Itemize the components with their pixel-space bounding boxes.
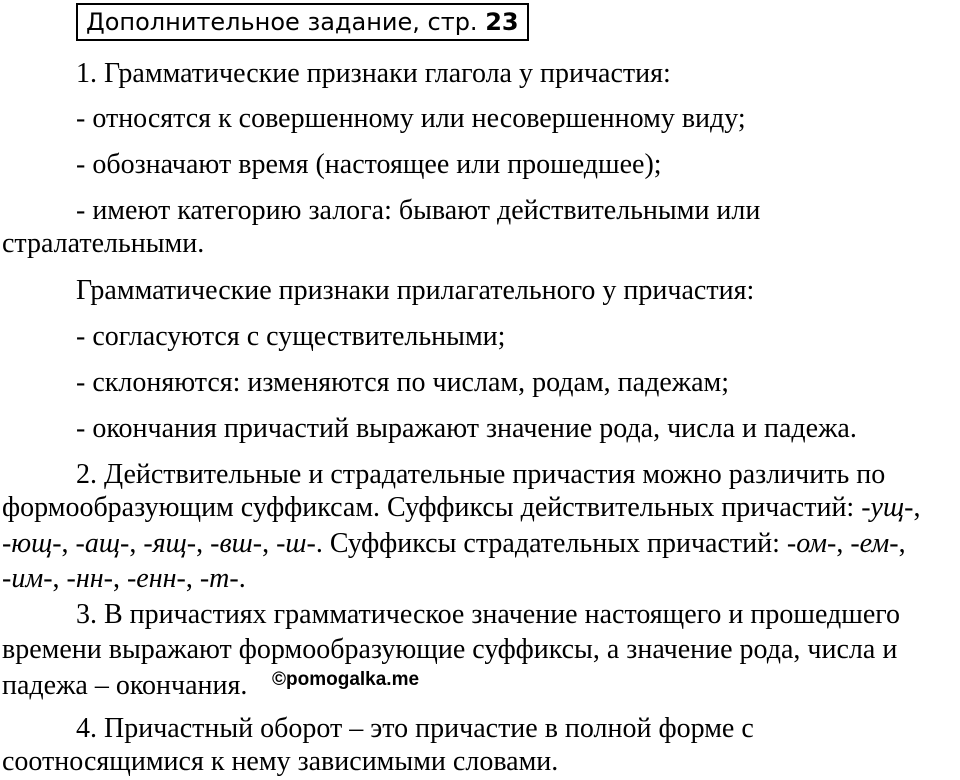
- s4-line-1: 4. Причастный оборот – это причастие в полной форме с: [76, 713, 754, 744]
- s1-line-4: - имеют категорию залога: бывают действительными или: [76, 195, 761, 226]
- heading-title: Дополнительное задание, стр.: [86, 8, 478, 36]
- s1-line-3: - обозначают время (настоящее или прошедшее);: [76, 149, 662, 180]
- s1-line-6: Грамматические признаки прилагательного у причастия:: [76, 275, 755, 306]
- s1-line-1: 1. Грамматические признаки глагола у причастия:: [76, 58, 671, 89]
- suffix-em: -ем-: [850, 528, 899, 559]
- s4-line-2: соотносящимися к нему зависимыми словами.: [2, 746, 559, 777]
- suffix-enn: -енн-: [126, 563, 186, 594]
- suffix-vsh: -вш-: [210, 528, 263, 559]
- s3-line-1: 3. В причастиях грамматическое значение настоящего и прошедшего: [76, 599, 901, 630]
- suffix-yashch: -ящ-: [143, 528, 197, 559]
- s2-line-1: 2. Действительные и страдательные причастия можно различить по: [76, 459, 886, 490]
- suffix-im: -им-: [2, 563, 53, 594]
- suffix-yushch: -ющ-: [2, 528, 62, 559]
- s2-line-2-text: формообразующим суффиксам. Суффиксы действительных причастий:: [2, 492, 855, 523]
- suffix-ashch: -ащ-: [75, 528, 130, 559]
- heading-page-number: 23: [485, 8, 519, 36]
- s1-line-7: - согласуются с существительными;: [76, 321, 506, 352]
- s2-line-3-text: Суффиксы страдательных причастий:: [329, 528, 780, 559]
- s1-line-9: - окончания причастий выражают значение рода, числа и падежа.: [76, 413, 857, 444]
- suffix-ushch: -ущ-: [861, 492, 914, 523]
- s2-line-2: формообразующим суффиксам. Суффиксы действительных причастий: -ущ-,: [2, 492, 921, 523]
- s2-line-4: -им-, -нн-, -енн-, -т-.: [2, 563, 246, 594]
- assignment-heading: [76, 3, 529, 41]
- suffix-om: -ом-: [786, 528, 837, 559]
- s2-line-3: -ющ-, -ащ-, -ящ-, -вш-, -ш-. Суффиксы страдательных причастий: -ом-, -ем-,: [2, 528, 906, 559]
- s1-line-5: стралательными.: [2, 228, 205, 259]
- s3-line-3: падежа – окончания.: [2, 670, 248, 701]
- watermark: ©pomogalka.me: [272, 669, 420, 690]
- s3-line-2: времени выражают формообразующие суффиксы, а значение рода, числа и: [2, 634, 898, 665]
- suffix-sh: -ш-: [276, 528, 316, 559]
- suffix-nn: -нн-: [66, 563, 113, 594]
- s1-line-8: - склоняются: изменяются по числам, родам, падежам;: [76, 367, 730, 398]
- suffix-t: -т-: [199, 563, 239, 594]
- s1-line-2: - относятся к совершенному или несовершенному виду;: [76, 103, 746, 134]
